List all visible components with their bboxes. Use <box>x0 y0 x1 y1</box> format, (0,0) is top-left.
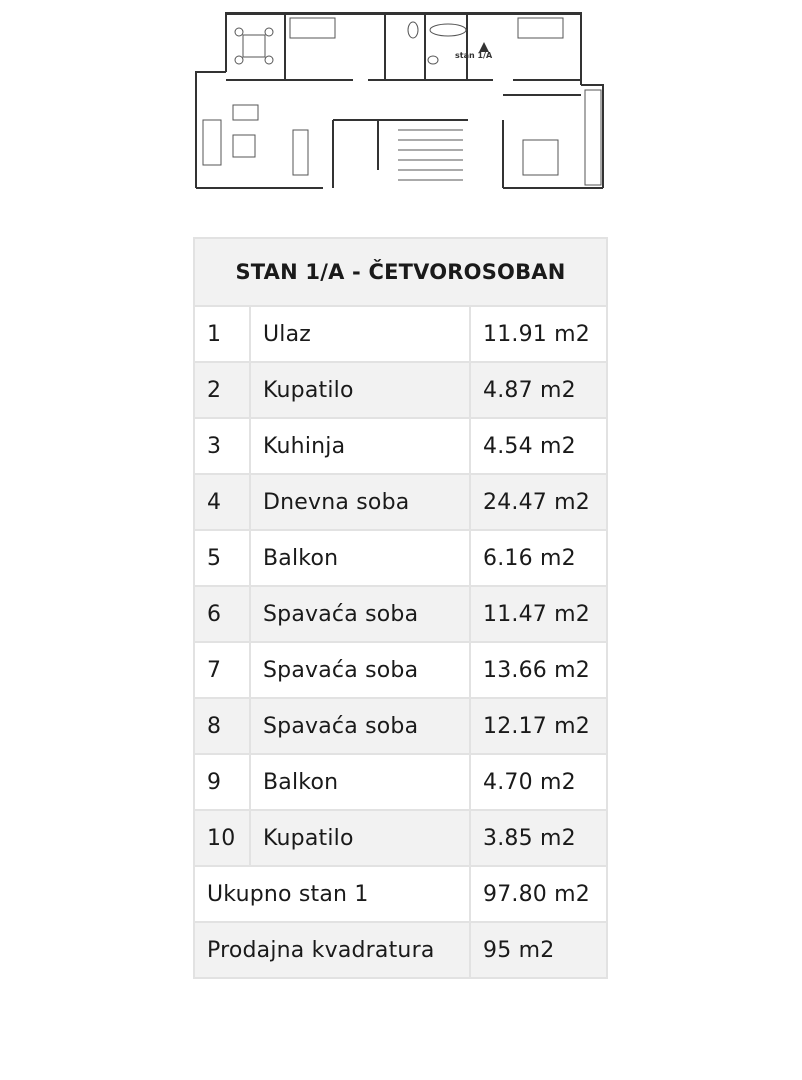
table-row <box>194 474 607 530</box>
room-name: Spavaća soba <box>250 586 470 642</box>
sales-area-value: 95 m2 <box>470 922 607 978</box>
floor-plan-image <box>193 10 609 192</box>
room-name: Kuhinja <box>250 418 470 474</box>
room-name: Kupatilo <box>250 810 470 866</box>
room-number: 1 <box>194 306 250 362</box>
sales-area-label: Prodajna kvadratura <box>194 922 470 978</box>
room-name: Dnevna soba <box>250 474 470 530</box>
table-row <box>194 306 607 362</box>
room-area: 3.85 m2 <box>470 810 607 866</box>
room-name: Ulaz <box>250 306 470 362</box>
table-row <box>194 642 607 698</box>
room-area: 11.47 m2 <box>470 586 607 642</box>
table-title: STAN 1/A - ČETVOROSOBAN <box>194 238 607 306</box>
table-header-row <box>194 238 607 306</box>
room-area: 13.66 m2 <box>470 642 607 698</box>
room-area: 4.70 m2 <box>470 754 607 810</box>
room-name: Spavaća soba <box>250 642 470 698</box>
room-name: Kupatilo <box>250 362 470 418</box>
room-number: 4 <box>194 474 250 530</box>
table-row <box>194 586 607 642</box>
room-name: Spavaća soba <box>250 698 470 754</box>
room-number: 2 <box>194 362 250 418</box>
total-row <box>194 866 607 922</box>
table-row <box>194 810 607 866</box>
table-row <box>194 698 607 754</box>
room-number: 6 <box>194 586 250 642</box>
table-row <box>194 530 607 586</box>
room-area: 11.91 m2 <box>470 306 607 362</box>
room-number: 8 <box>194 698 250 754</box>
room-area: 12.17 m2 <box>470 698 607 754</box>
apartment-label: stan 1/A <box>455 51 493 60</box>
room-area: 24.47 m2 <box>470 474 607 530</box>
room-area: 4.54 m2 <box>470 418 607 474</box>
room-area-table <box>193 237 608 979</box>
table-row <box>194 418 607 474</box>
table-row <box>194 754 607 810</box>
room-name: Balkon <box>250 754 470 810</box>
room-number: 5 <box>194 530 250 586</box>
table-row <box>194 362 607 418</box>
room-number: 10 <box>194 810 250 866</box>
total-label: Ukupno stan 1 <box>194 866 470 922</box>
total-area: 97.80 m2 <box>470 866 607 922</box>
sales-area-row <box>194 922 607 978</box>
room-area: 6.16 m2 <box>470 530 607 586</box>
room-number: 3 <box>194 418 250 474</box>
room-area: 4.87 m2 <box>470 362 607 418</box>
room-number: 7 <box>194 642 250 698</box>
room-number: 9 <box>194 754 250 810</box>
room-name: Balkon <box>250 530 470 586</box>
